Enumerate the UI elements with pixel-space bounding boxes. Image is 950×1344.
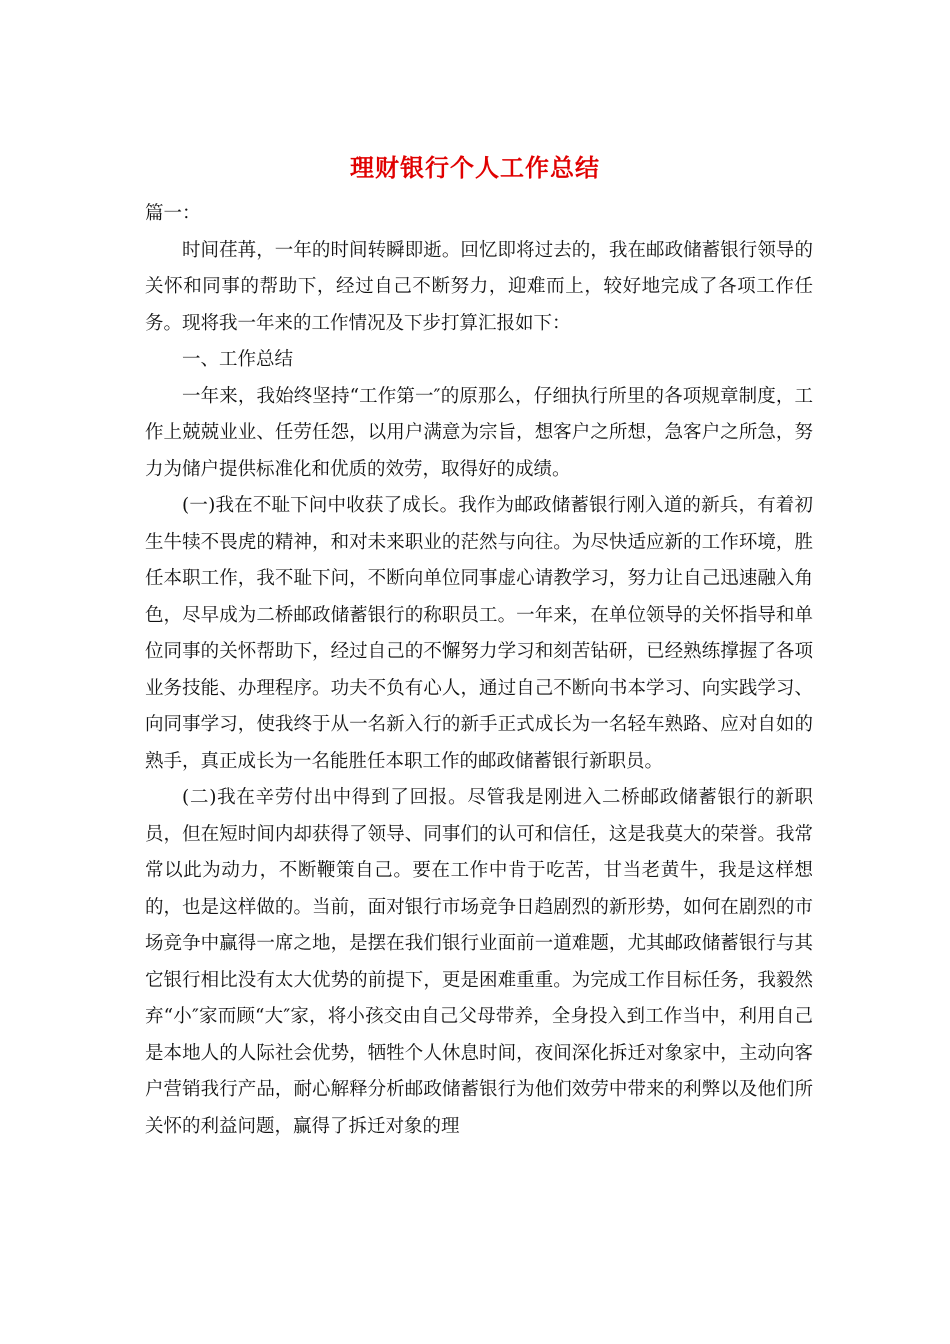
heading-work-summary: 一、工作总结 (182, 349, 294, 370)
document-title: 理财银行个人工作总结 (350, 154, 600, 182)
document-body (145, 196, 813, 1145)
paragraph-intro: 时间荏苒，一年的时间转瞬即逝。回忆即将过去的，我在邮政储蓄银行领导的关怀和同事的帮助下，经过自己不断努力，迎难而上，较好地完成了各项工作任务。现将我一年来的工作情况及下步打算汇报如下： (145, 239, 813, 334)
paragraph-summary: 一年来，我始终坚持“工作第一″的原那么，仔细执行所里的各项规章制度，工作上兢兢业业、任劳任怨，以用户满意为宗旨，想客户之所想，急客户之所急，努力为储户提供标准化和优质的效劳，取得好的成绩。 (145, 385, 813, 480)
paragraph-reward: (二)我在辛劳付出中得到了回报。尽管我是刚进入二桥邮政储蓄银行的新职员，但在短时间内却获得了领导、同事们的认可和信任，这是我莫大的荣誉。我常常以此为动力，不断鞭策自己。要在工作中肯于吃苦，甘当老黄牛，我是这样想的，也是这样做的。当前，面对银行市场竞争日趋剧烈的新形势，如何在剧烈的市场竞争中赢得一席之地，是摆在我们银行业面前一道难题，尤其邮政储蓄银行与其它银行相比没有太大优势的前提下，更是困难重重。为完成工作目标任务，我毅然弃“小″家而顾“大″家，将小孩交由自己父母带养，全身投入到工作当中，利用自己是本地人的人际社会优势，牺牲个人休息时间，夜间深化拆迁对象家中，主动向客户营销我行产品，耐心解释分析邮政储蓄银行为他们效劳中带来的利弊以及他们所关怀的利益问题，赢得了拆迁对象的理 (145, 787, 813, 1137)
section-label: 篇一： (145, 203, 201, 224)
paragraph-growth: (一)我在不耻下问中收获了成长。我作为邮政储蓄银行刚入道的新兵，有着初生牛犊不畏虎的精神，和对未来职业的茫然与向往。为尽快适应新的工作环境，胜任本职工作，我不耻下问，不断向单位同事虚心请教学习，努力让自己迅速融入角色，尽早成为二桥邮政储蓄银行的称职员工。一年来，在单位领导的关怀指导和单位同事的关怀帮助下，经过自己的不懈努力学习和刻苦钻研，已经熟练撑握了各项业务技能、办理程序。功夫不负有心人，通过自己不断向书本学习、向实践学习、向同事学习，使我终于从一名新入行的新手正式成长为一名轻车熟路、应对自如的熟手，真正成长为一名能胜任本职工作的邮政储蓄银行新职员。 (145, 495, 813, 772)
